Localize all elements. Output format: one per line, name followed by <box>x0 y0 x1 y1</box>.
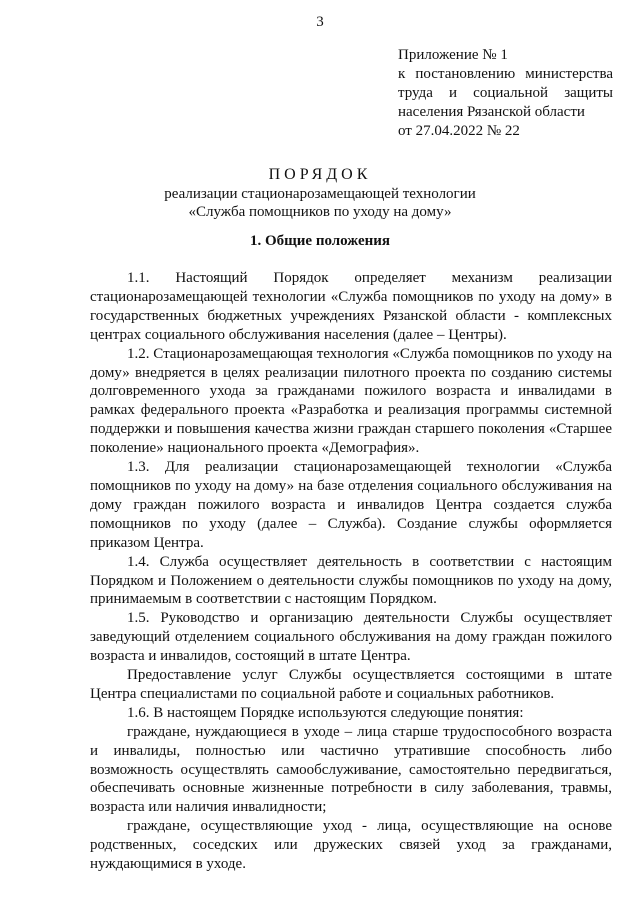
definition-caregivers: граждане, осуществляющие уход - лица, осуществляющие на основе родственных, соседских или дружеских связей уход за гражданами, нуждающимися в уходе. <box>90 818 612 873</box>
subtitle-line-2: «Служба помощников по уходу на дому» <box>188 204 452 220</box>
subtitle-line-1: реализации стационарозамещающей технологии <box>164 186 476 202</box>
appendix-title: Приложение № 1 <box>398 47 508 63</box>
appendix-ministry-line: труда и социальной защиты <box>398 85 613 101</box>
appendix-resolution-line: к постановлению министерства <box>398 66 613 82</box>
paragraph-1-6: 1.6. В настоящем Порядке используются следующие понятия: <box>127 704 524 721</box>
definition-needing-care: граждане, нуждающиеся в уходе – лица старше трудоспособного возраста и инвалиды, полностью или частично утратившие способность либо возможность осуществлять самообслуживание, самостоятельно передвигаться, обеспечивать основные жизненные потребности в силу заболевания, травмы, возраста или наличия инвалидности; <box>90 723 612 816</box>
paragraph-1-4: 1.4. Служба осуществляет деятельность в соответствии с настоящим Порядком и Положением о деятельности службы помощников по уходу на дому, принимаемым в соответствии с настоящим Порядком. <box>90 553 612 608</box>
paragraph-services: Предоставление услуг Службы осуществляется состоящими в штате Центра специалистами по социальной работе и социальных работников. <box>90 667 612 702</box>
appendix-date-line: от 27.04.2022 № 22 <box>398 123 520 139</box>
paragraph-1-3: 1.3. Для реализации стационарозамещающей технологии «Служба помощников по уходу на дому» на базе отделения социального обслуживания на дому граждан пожилого возраста и инвалидов Центра создается служба помощников по уходу (далее – Служба). Создание службы оформляется приказом Центра. <box>90 459 612 551</box>
document-title: ПОРЯДОК <box>268 166 372 183</box>
document-subtitle <box>0 185 640 221</box>
paragraph-1-1: 1.1. Настоящий Порядок определяет механизм реализации стационарозамещающей технологии «Служба помощников по уходу на дому» в государственных бюджетных учреждениях Рязанской области - комплексных центрах социального обслуживания населения (далее – Центры). <box>90 270 612 343</box>
section-heading: 1. Общие положения <box>249 233 391 249</box>
appendix-block <box>398 46 613 141</box>
paragraph-1-5: 1.5. Руководство и организацию деятельности Службы осуществляет заведующий отделением социального обслуживания на дому граждан пожилого возраста и инвалидов, состоящий в штате Центра. <box>90 610 612 665</box>
paragraph-1-2: 1.2. Стационарозамещающая технология «Служба помощников по уходу на дому» внедряется в целях реализации пилотного проекта по созданию системы долговременного ухода за гражданами пожилого возраста и инвалидами в рамках федерального проекта «Разработка и реализация программы системной поддержки и повышения качества жизни граждан старшего поколения «Старшее поколение» национального проекта «Демография». <box>90 345 612 457</box>
page-number: 3 <box>316 14 324 30</box>
document-body <box>90 269 612 874</box>
appendix-region-line: населения Рязанской области <box>398 104 585 120</box>
